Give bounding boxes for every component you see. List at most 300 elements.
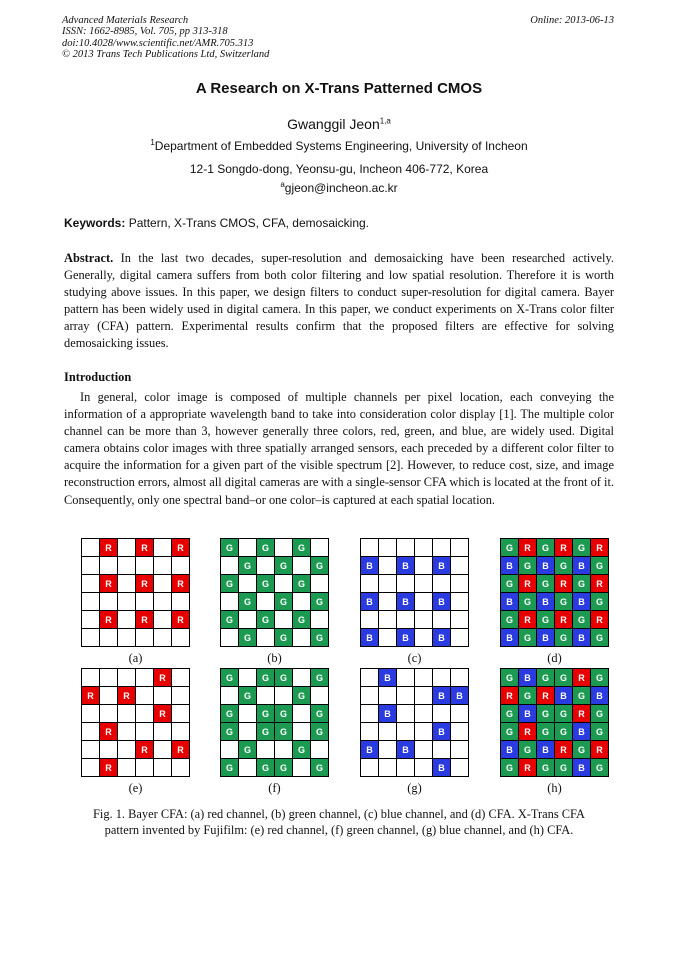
panel-label: (h)	[547, 781, 562, 795]
cfa-cell-r: R	[519, 575, 537, 593]
cfa-grid	[81, 538, 190, 647]
cfa-cell-g: G	[501, 669, 519, 687]
cfa-cell-r: R	[591, 575, 609, 593]
cfa-cell-empty	[239, 575, 257, 593]
cfa-cell-empty	[82, 705, 100, 723]
cfa-cell-b: B	[361, 593, 379, 611]
cfa-cell-r: R	[519, 759, 537, 777]
cfa-cell-r: R	[172, 539, 190, 557]
cfa-cell-empty	[154, 611, 172, 629]
cfa-cell-r: R	[136, 539, 154, 557]
cfa-cell-g: G	[311, 723, 329, 741]
cfa-grid	[500, 538, 609, 647]
cfa-cell-g: G	[239, 557, 257, 575]
cfa-cell-empty	[275, 687, 293, 705]
cfa-cell-empty	[397, 759, 415, 777]
cfa-cell-b: B	[397, 629, 415, 647]
online-date: Online: 2013-06-13	[530, 15, 614, 26]
cfa-cell-b: B	[537, 629, 555, 647]
cfa-cell-empty	[82, 575, 100, 593]
cfa-cell-empty	[293, 629, 311, 647]
cfa-cell-b: B	[361, 741, 379, 759]
cfa-cell-empty	[100, 593, 118, 611]
cfa-cell-empty	[118, 759, 136, 777]
author-line	[0, 116, 678, 132]
keywords-text: Pattern, X-Trans CMOS, CFA, demosaicking.	[128, 216, 370, 230]
cfa-cell-b: B	[591, 687, 609, 705]
cfa-cell-b: B	[397, 557, 415, 575]
cfa-cell-g: G	[537, 705, 555, 723]
cfa-cell-g: G	[293, 539, 311, 557]
cfa-cell-empty	[257, 629, 275, 647]
cfa-cell-empty	[136, 705, 154, 723]
cfa-cell-g: G	[501, 759, 519, 777]
cfa-cell-g: G	[591, 723, 609, 741]
cfa-cell-empty	[118, 629, 136, 647]
panel-label: (d)	[547, 651, 562, 665]
author-name: Gwanggil Jeon	[287, 116, 380, 132]
cfa-cell-g: G	[275, 593, 293, 611]
cfa-cell-empty	[415, 741, 433, 759]
cfa-cell-empty	[293, 705, 311, 723]
cfa-cell-empty	[293, 557, 311, 575]
cfa-cell-empty	[379, 723, 397, 741]
email-link[interactable]: gjeon@incheon.ac.kr	[284, 181, 398, 195]
cfa-cell-r: R	[501, 687, 519, 705]
cfa-cell-empty	[239, 669, 257, 687]
caption-line-2: pattern invented by Fujifilm: (e) red channel, (f) green channel, (g) blue channel, and (h) CFA.	[104, 823, 574, 837]
journal-name: Advanced Materials Research	[62, 15, 189, 26]
cfa-cell-empty	[172, 687, 190, 705]
cfa-cell-g: G	[519, 687, 537, 705]
cfa-cell-g: G	[311, 593, 329, 611]
cfa-cell-empty	[118, 557, 136, 575]
cfa-cell-empty	[361, 687, 379, 705]
department-text: Department of Embedded Systems Engineering, University of Incheon	[154, 139, 528, 153]
cfa-cell-empty	[136, 629, 154, 647]
cfa-cell-empty	[451, 611, 469, 629]
cfa-cell-b: B	[573, 557, 591, 575]
cfa-cell-empty	[451, 557, 469, 575]
cfa-cell-empty	[451, 669, 469, 687]
cfa-cell-empty	[433, 611, 451, 629]
cfa-cell-empty	[100, 557, 118, 575]
cfa-cell-b: B	[573, 723, 591, 741]
cfa-cell-g: G	[555, 593, 573, 611]
cfa-cell-empty	[257, 687, 275, 705]
cfa-grid	[81, 668, 190, 777]
cfa-cell-g: G	[501, 705, 519, 723]
cfa-cell-empty	[397, 575, 415, 593]
cfa-cell-r: R	[591, 539, 609, 557]
abstract-label: Abstract.	[64, 251, 114, 265]
cfa-cell-r: R	[519, 723, 537, 741]
cfa-cell-empty	[100, 741, 118, 759]
cfa-panel-g	[360, 668, 469, 795]
section-heading-introduction: Introduction	[64, 370, 132, 384]
cfa-cell-r: R	[172, 741, 190, 759]
cfa-cell-r: R	[573, 705, 591, 723]
cfa-cell-empty	[433, 705, 451, 723]
affiliation-address: 12-1 Songdo-dong, Yeonsu-gu, Incheon 406-772, Korea	[189, 162, 489, 176]
cfa-cell-empty	[136, 669, 154, 687]
cfa-cell-empty	[172, 557, 190, 575]
cfa-cell-empty	[415, 705, 433, 723]
cfa-cell-empty	[172, 669, 190, 687]
abstract	[64, 250, 614, 353]
cfa-cell-r: R	[118, 687, 136, 705]
cfa-cell-empty	[415, 687, 433, 705]
cfa-cell-r: R	[100, 575, 118, 593]
cfa-cell-empty	[415, 557, 433, 575]
cfa-cell-b: B	[433, 687, 451, 705]
cfa-cell-empty	[397, 611, 415, 629]
cfa-cell-empty	[433, 741, 451, 759]
cfa-cell-empty	[154, 539, 172, 557]
cfa-cell-b: B	[379, 705, 397, 723]
caption-line-1: Fig. 1. Bayer CFA: (a) red channel, (b) green channel, (c) blue channel, and (d) CFA. X-Trans CFA	[93, 807, 585, 821]
cfa-cell-g: G	[239, 593, 257, 611]
cfa-cell-b: B	[573, 629, 591, 647]
cfa-cell-b: B	[397, 741, 415, 759]
cfa-cell-empty	[451, 575, 469, 593]
cfa-cell-g: G	[555, 557, 573, 575]
cfa-cell-empty	[361, 575, 379, 593]
cfa-cell-r: R	[591, 611, 609, 629]
abstract-text: In the last two decades, super-resolution and demosaicking have been researched actively. Generally, digital camera suffers from both color filtering and low spatial resolution. Therefore it is worth studying above issues. In this paper, we design filters to conduct super-resolution for digital camera. Bayer pattern has been widely used in digital camera. In this paper, we conduct experiments on X-Trans color filter array (CFA) pattern. Experimental results confirm that the proposed filters are effective for solving demosaicking issues.	[64, 251, 614, 351]
cfa-cell-empty	[172, 629, 190, 647]
cfa-panel-c	[360, 538, 469, 665]
cfa-cell-b: B	[451, 687, 469, 705]
keywords	[64, 216, 614, 230]
cfa-cell-empty	[239, 705, 257, 723]
cfa-cell-empty	[118, 741, 136, 759]
cfa-cell-empty	[379, 539, 397, 557]
cfa-cell-r: R	[154, 669, 172, 687]
cfa-cell-empty	[311, 575, 329, 593]
cfa-cell-empty	[275, 575, 293, 593]
cfa-cell-empty	[361, 669, 379, 687]
cfa-cell-b: B	[555, 687, 573, 705]
cfa-cell-empty	[361, 611, 379, 629]
cfa-cell-empty	[451, 759, 469, 777]
cfa-cell-empty	[415, 611, 433, 629]
cfa-cell-empty	[82, 629, 100, 647]
cfa-grid	[220, 668, 329, 777]
cfa-cell-empty	[118, 705, 136, 723]
cfa-cell-g: G	[257, 705, 275, 723]
cfa-cell-b: B	[573, 593, 591, 611]
cfa-cell-empty	[379, 687, 397, 705]
cfa-cell-g: G	[275, 557, 293, 575]
cfa-cell-empty	[415, 759, 433, 777]
cfa-cell-empty	[82, 539, 100, 557]
cfa-panel-e	[81, 668, 190, 795]
cfa-cell-g: G	[221, 705, 239, 723]
cfa-cell-g: G	[257, 611, 275, 629]
cfa-cell-b: B	[519, 669, 537, 687]
cfa-cell-empty	[397, 705, 415, 723]
cfa-cell-g: G	[257, 539, 275, 557]
cfa-cell-empty	[118, 593, 136, 611]
cfa-cell-empty	[311, 611, 329, 629]
cfa-cell-b: B	[501, 629, 519, 647]
cfa-cell-empty	[275, 539, 293, 557]
cfa-cell-g: G	[501, 575, 519, 593]
cfa-cell-empty	[154, 593, 172, 611]
cfa-cell-empty	[82, 723, 100, 741]
cfa-panel-a	[81, 538, 190, 665]
cfa-panel-d	[500, 538, 609, 665]
cfa-cell-r: R	[172, 575, 190, 593]
cfa-cell-empty	[451, 539, 469, 557]
cfa-cell-g: G	[573, 539, 591, 557]
cfa-cell-g: G	[573, 687, 591, 705]
cfa-cell-empty	[293, 669, 311, 687]
cfa-cell-empty	[136, 723, 154, 741]
affiliation-superscript: 1	[150, 138, 155, 147]
cfa-cell-b: B	[501, 741, 519, 759]
journal-header	[62, 15, 614, 61]
cfa-cell-b: B	[501, 593, 519, 611]
cfa-cell-g: G	[257, 575, 275, 593]
cfa-cell-r: R	[555, 611, 573, 629]
cfa-cell-empty	[257, 741, 275, 759]
cfa-cell-g: G	[293, 575, 311, 593]
cfa-cell-empty	[415, 539, 433, 557]
cfa-cell-g: G	[239, 741, 257, 759]
cfa-cell-empty	[154, 687, 172, 705]
cfa-cell-r: R	[591, 741, 609, 759]
cfa-cell-empty	[415, 593, 433, 611]
cfa-cell-empty	[118, 669, 136, 687]
cfa-cell-empty	[451, 629, 469, 647]
cfa-cell-empty	[379, 611, 397, 629]
cfa-cell-g: G	[519, 593, 537, 611]
cfa-cell-empty	[82, 741, 100, 759]
cfa-cell-g: G	[293, 687, 311, 705]
author-superscript: 1,a	[379, 116, 391, 126]
affiliation-email	[0, 181, 678, 195]
cfa-cell-empty	[415, 629, 433, 647]
cfa-cell-r: R	[555, 539, 573, 557]
cfa-cell-empty	[293, 593, 311, 611]
cfa-cell-g: G	[275, 759, 293, 777]
cfa-cell-g: G	[555, 705, 573, 723]
cfa-cell-empty	[82, 669, 100, 687]
cfa-cell-empty	[415, 575, 433, 593]
issn-line: ISSN: 1662-8985, Vol. 705, pp 313-318	[62, 26, 228, 38]
cfa-cell-b: B	[433, 557, 451, 575]
cfa-cell-b: B	[379, 669, 397, 687]
cfa-cell-b: B	[433, 723, 451, 741]
cfa-cell-empty	[82, 593, 100, 611]
cfa-cell-g: G	[591, 759, 609, 777]
cfa-cell-g: G	[591, 705, 609, 723]
cfa-cell-b: B	[501, 557, 519, 575]
cfa-cell-g: G	[221, 723, 239, 741]
panel-label: (a)	[128, 651, 143, 665]
cfa-cell-g: G	[293, 611, 311, 629]
cfa-cell-g: G	[519, 557, 537, 575]
cfa-cell-b: B	[361, 557, 379, 575]
cfa-cell-g: G	[519, 741, 537, 759]
cfa-cell-g: G	[537, 759, 555, 777]
cfa-cell-g: G	[221, 539, 239, 557]
cfa-cell-b: B	[361, 629, 379, 647]
cfa-cell-b: B	[519, 705, 537, 723]
cfa-cell-g: G	[275, 629, 293, 647]
cfa-cell-r: R	[519, 611, 537, 629]
cfa-cell-empty	[379, 629, 397, 647]
cfa-cell-g: G	[311, 669, 329, 687]
paper-title: A Research on X-Trans Patterned CMOS	[195, 80, 483, 97]
cfa-cell-g: G	[537, 611, 555, 629]
cfa-cell-g: G	[591, 669, 609, 687]
cfa-cell-empty	[239, 611, 257, 629]
cfa-cell-empty	[257, 557, 275, 575]
cfa-cell-empty	[154, 629, 172, 647]
cfa-cell-empty	[311, 539, 329, 557]
cfa-cell-empty	[172, 759, 190, 777]
cfa-cell-empty	[379, 557, 397, 575]
cfa-cell-g: G	[311, 705, 329, 723]
cfa-cell-g: G	[555, 759, 573, 777]
cfa-cell-empty	[397, 723, 415, 741]
cfa-cell-g: G	[591, 629, 609, 647]
cfa-cell-empty	[451, 705, 469, 723]
cfa-grid	[360, 538, 469, 647]
cfa-cell-empty	[221, 629, 239, 647]
cfa-cell-empty	[172, 723, 190, 741]
cfa-cell-empty	[361, 759, 379, 777]
cfa-cell-g: G	[221, 575, 239, 593]
cfa-cell-empty	[451, 741, 469, 759]
cfa-cell-g: G	[573, 611, 591, 629]
cfa-cell-empty	[397, 669, 415, 687]
cfa-cell-empty	[118, 575, 136, 593]
cfa-cell-empty	[397, 687, 415, 705]
cfa-cell-empty	[221, 593, 239, 611]
cfa-cell-empty	[415, 723, 433, 741]
cfa-cell-empty	[451, 723, 469, 741]
cfa-cell-r: R	[82, 687, 100, 705]
cfa-cell-r: R	[154, 705, 172, 723]
cfa-cell-empty	[275, 741, 293, 759]
figure-caption	[64, 806, 614, 838]
cfa-cell-empty	[239, 759, 257, 777]
cfa-cell-b: B	[433, 629, 451, 647]
cfa-cell-empty	[172, 593, 190, 611]
cfa-cell-r: R	[573, 669, 591, 687]
cfa-cell-empty	[221, 557, 239, 575]
doi-line: doi:10.4028/www.scientific.net/AMR.705.313	[62, 37, 254, 49]
cfa-panel-b	[220, 538, 329, 665]
cfa-cell-empty	[221, 741, 239, 759]
cfa-cell-empty	[154, 557, 172, 575]
panel-label: (g)	[407, 781, 422, 795]
cfa-cell-empty	[361, 539, 379, 557]
panel-label: (b)	[267, 651, 282, 665]
cfa-cell-empty	[100, 705, 118, 723]
cfa-cell-empty	[154, 741, 172, 759]
cfa-cell-empty	[118, 723, 136, 741]
cfa-cell-empty	[118, 539, 136, 557]
cfa-cell-r: R	[519, 539, 537, 557]
cfa-cell-empty	[239, 723, 257, 741]
cfa-cell-g: G	[537, 539, 555, 557]
cfa-cell-empty	[379, 593, 397, 611]
cfa-cell-g: G	[537, 669, 555, 687]
cfa-grid	[220, 538, 329, 647]
cfa-cell-empty	[379, 741, 397, 759]
cfa-grid	[500, 668, 609, 777]
cfa-cell-empty	[379, 759, 397, 777]
cfa-cell-empty	[415, 669, 433, 687]
cfa-cell-g: G	[221, 759, 239, 777]
cfa-grid	[360, 668, 469, 777]
cfa-cell-empty	[311, 687, 329, 705]
cfa-cell-empty	[82, 611, 100, 629]
cfa-cell-empty	[293, 759, 311, 777]
cfa-cell-g: G	[239, 629, 257, 647]
cfa-cell-g: G	[501, 723, 519, 741]
cfa-cell-r: R	[172, 611, 190, 629]
cfa-cell-r: R	[100, 539, 118, 557]
cfa-cell-g: G	[591, 557, 609, 575]
cfa-cell-g: G	[519, 629, 537, 647]
cfa-cell-r: R	[555, 575, 573, 593]
cfa-cell-r: R	[555, 741, 573, 759]
cfa-cell-b: B	[433, 593, 451, 611]
cfa-cell-empty	[433, 575, 451, 593]
cfa-cell-r: R	[100, 611, 118, 629]
cfa-cell-empty	[257, 593, 275, 611]
cfa-cell-g: G	[537, 723, 555, 741]
cfa-cell-r: R	[537, 687, 555, 705]
cfa-cell-g: G	[501, 539, 519, 557]
cfa-cell-empty	[239, 539, 257, 557]
cfa-cell-empty	[451, 593, 469, 611]
cfa-cell-empty	[100, 669, 118, 687]
cfa-cell-empty	[82, 759, 100, 777]
cfa-cell-empty	[172, 705, 190, 723]
cfa-cell-g: G	[573, 741, 591, 759]
cfa-cell-g: G	[311, 629, 329, 647]
panel-label: (c)	[407, 651, 422, 665]
cfa-cell-empty	[100, 629, 118, 647]
introduction-paragraph: In general, color image is composed of multiple channels per pixel location, each conveying the information of a appropriate wavelength band to take into consideration color display [1]. The multiple color channel can be more than 3, however generally three colors, red, green, and blue, are widely used. Digital camera obtains color images with three spatially arranged sensors, each preceded by a different color filter to acquire the information for a given part of the visible spectrum [2]. However, to reduce cost, size, and image reconstruction errors, almost all digital cameras are with a single-sensor CFA which is located at the front of it. Consequently, only one spectral band–or one color–is captured at each spatial location.	[64, 390, 614, 507]
cfa-cell-empty	[136, 557, 154, 575]
email-superscript: a	[280, 180, 285, 189]
cfa-cell-empty	[361, 723, 379, 741]
cfa-cell-g: G	[555, 669, 573, 687]
cfa-cell-empty	[136, 687, 154, 705]
cfa-cell-empty	[100, 687, 118, 705]
cfa-cell-g: G	[591, 593, 609, 611]
cfa-cell-g: G	[311, 557, 329, 575]
cfa-cell-g: G	[555, 629, 573, 647]
affiliation-department	[0, 139, 678, 153]
cfa-cell-r: R	[136, 741, 154, 759]
cfa-cell-g: G	[501, 611, 519, 629]
cfa-cell-empty	[82, 557, 100, 575]
cfa-cell-g: G	[555, 723, 573, 741]
cfa-cell-empty	[361, 705, 379, 723]
cfa-cell-b: B	[537, 741, 555, 759]
cfa-cell-r: R	[136, 611, 154, 629]
keywords-label: Keywords:	[64, 216, 126, 230]
